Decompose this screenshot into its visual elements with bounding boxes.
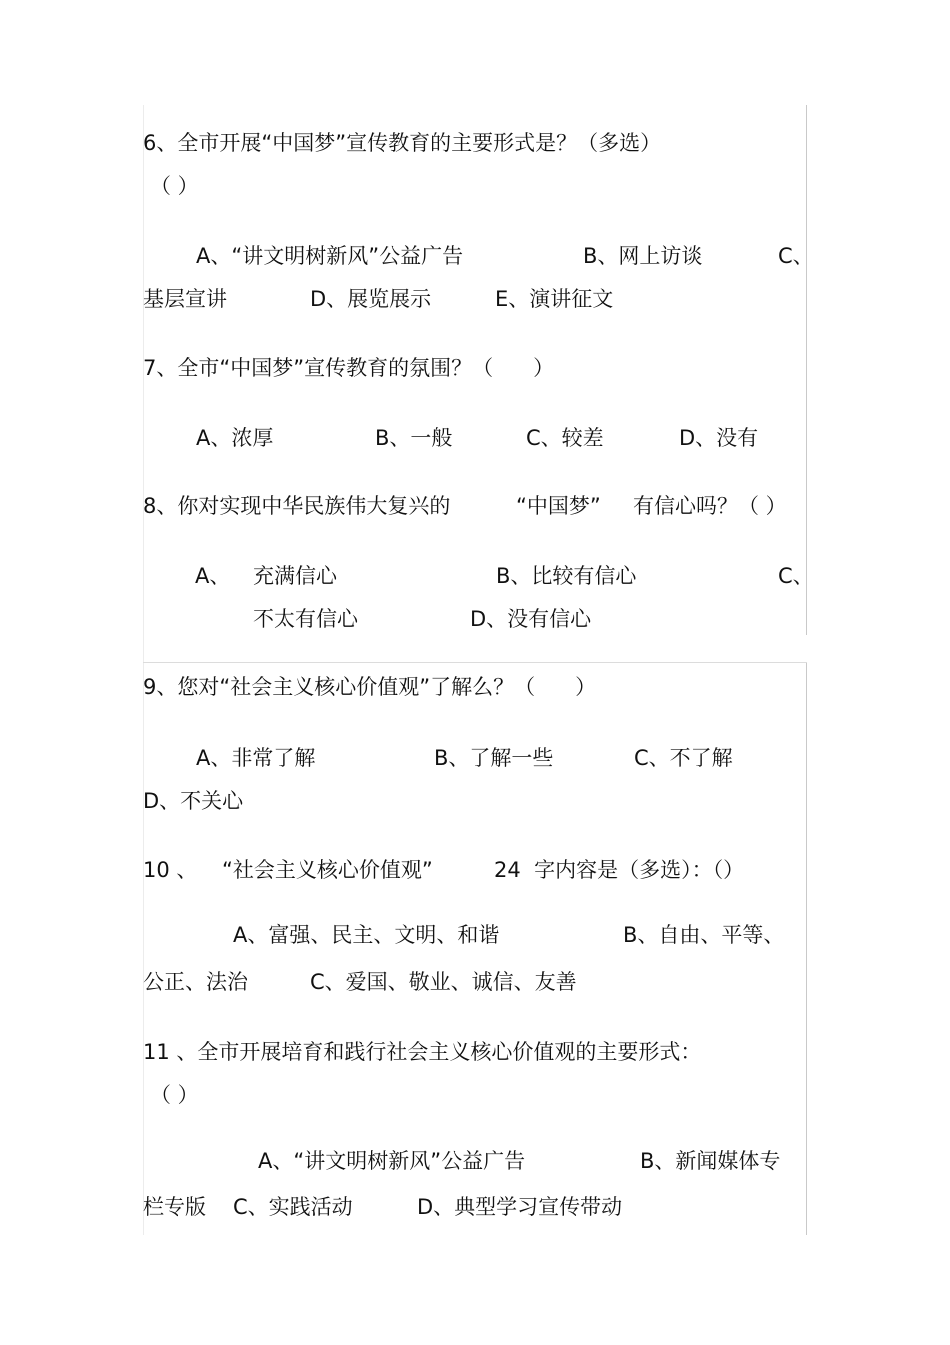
q6-option-a: A、“讲文明树新风”公益广告: [196, 244, 464, 268]
q6-option-c-text: 基层宣讲: [143, 287, 227, 311]
right-border-bottom: [806, 662, 807, 1235]
q9-prompt: 9、您对“社会主义核心价值观”了解么？（ ）: [143, 675, 597, 699]
q8-option-a-label: A、: [195, 564, 231, 588]
q6-answer-blank: （ ）: [150, 174, 199, 198]
q6-prompt: 6、全市开展“中国梦”宣传教育的主要形式是？（多选）: [143, 131, 662, 155]
q9-option-c: C、不了解: [634, 746, 733, 770]
q7-option-c: C、较差: [526, 426, 604, 450]
q8-prompt-part2: “中国梦”: [516, 494, 601, 518]
q8-option-c-label: C、: [778, 564, 814, 588]
q11-option-a: A、“讲文明树新风”公益广告: [258, 1149, 526, 1173]
q10-option-b-line1: B、自由、平等、: [623, 923, 785, 947]
q8-prompt-part3: 有信心吗？（ ）: [633, 494, 787, 518]
q10-prompt-part1: 10 、: [143, 858, 198, 882]
q9-option-d: D、不关心: [143, 789, 244, 813]
q7-option-b: B、一般: [375, 426, 453, 450]
q6-option-c-label: C、: [778, 244, 814, 268]
q9-option-a: A、非常了解: [196, 746, 316, 770]
q8-option-d: D、没有信心: [470, 607, 592, 631]
q11-option-b-line1: B、新闻媒体专: [640, 1149, 781, 1173]
q7-prompt: 7、全市“中国梦”宣传教育的氛围？（ ）: [143, 356, 555, 380]
q10-option-c: C、爱国、敬业、诚信、友善: [310, 970, 577, 994]
right-border-top: [806, 105, 807, 635]
q10-prompt-part2: “社会主义核心价值观”: [222, 858, 433, 882]
q7-option-d: D、没有: [679, 426, 759, 450]
q11-option-d: D、典型学习宣传带动: [417, 1195, 623, 1219]
q11-prompt: 11 、全市开展培育和践行社会主义核心价值观的主要形式：: [143, 1040, 702, 1064]
q6-option-e: E、演讲征文: [495, 287, 614, 311]
q6-option-b: B、网上访谈: [583, 244, 703, 268]
q10-option-a: A、富强、民主、文明、和谐: [233, 923, 500, 947]
q10-option-b-line2: 公正、法治: [143, 970, 248, 994]
q11-option-c: C、实践活动: [233, 1195, 353, 1219]
section-divider: [143, 662, 807, 663]
q11-option-b-line2: 栏专版: [143, 1195, 206, 1219]
q8-option-b: B、比较有信心: [496, 564, 637, 588]
q8-option-a-text: 充满信心: [253, 564, 337, 588]
q10-prompt-part3: 24 字内容是（多选）：（）: [494, 858, 745, 882]
q8-option-c-text: 不太有信心: [253, 607, 358, 631]
q11-answer-blank: （ ）: [150, 1083, 199, 1107]
q7-option-a: A、浓厚: [196, 426, 274, 450]
q8-prompt-part1: 8、你对实现中华民族伟大复兴的: [143, 494, 451, 518]
q9-option-b: B、了解一些: [434, 746, 554, 770]
q6-option-d: D、展览展示: [310, 287, 432, 311]
left-border: [143, 105, 144, 1235]
